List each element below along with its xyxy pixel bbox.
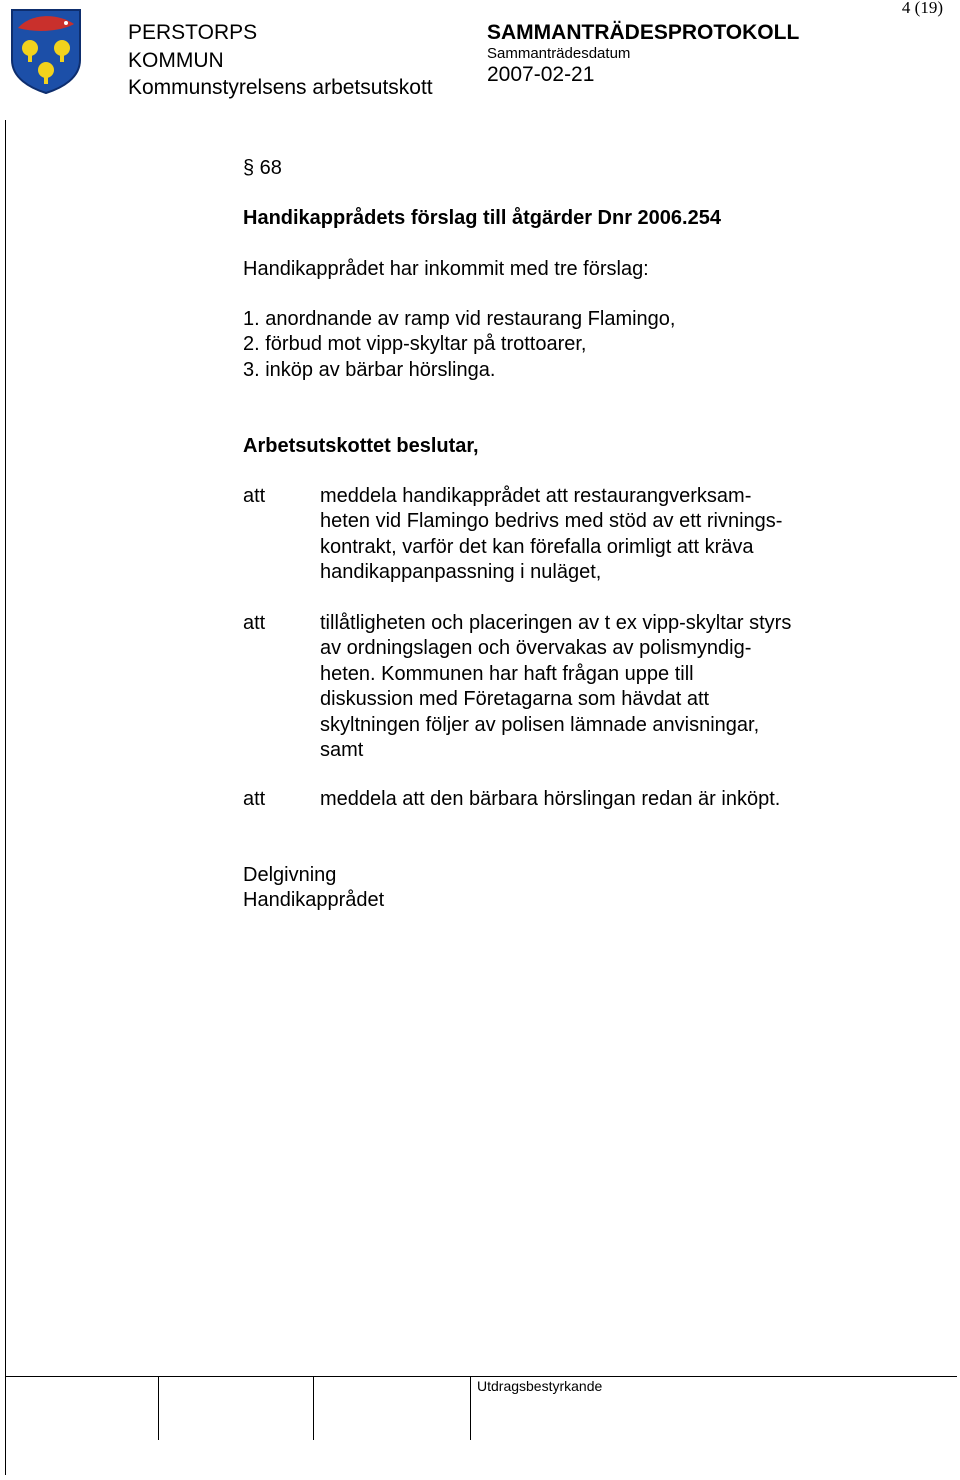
- signature-cell-divider: [470, 1376, 471, 1440]
- document-type: SAMMANTRÄDESPROTOKOLL: [487, 21, 800, 44]
- decision-marker: att: [243, 788, 266, 810]
- decision-text: [320, 484, 860, 586]
- decision-marker: att: [243, 612, 266, 634]
- decision-line: tillåtligheten och placeringen av t ex vipp-skyltar styrs: [320, 612, 792, 634]
- decision-line: diskussion med Företagarna som hävdat att: [320, 688, 710, 711]
- proposal-item: 2. förbud mot vipp-skyltar på trottoarer,: [243, 333, 587, 356]
- intro-text: Handikapprådet har inkommit med tre förslag:: [243, 258, 649, 280]
- certifier-label: Utdragsbestyrkande: [477, 1378, 603, 1394]
- decision-line: samt: [320, 739, 364, 762]
- decision-line: handikappanpassning i nuläget,: [320, 561, 602, 584]
- decision-line: av ordningslagen och övervakas av polismyndig-: [320, 637, 752, 660]
- meeting-date-label: Sammanträdesdatum: [487, 45, 631, 62]
- signature-cell-divider: [313, 1376, 314, 1440]
- decision-line: heten vid Flamingo bedrivs med stöd av ett rivnings-: [320, 510, 783, 533]
- distribution-label: Delgivning: [243, 864, 337, 886]
- decision-line: meddela handikapprådet att restaurangverksam-: [320, 485, 752, 507]
- decision-text: [320, 787, 920, 812]
- decision-text: [320, 611, 860, 763]
- org-name-line2: KOMMUN: [128, 49, 224, 72]
- org-name-line1: PERSTORPS: [128, 21, 258, 44]
- page-number: 4 (19): [901, 0, 943, 17]
- proposal-item: 1. anordnande av ramp vid restaurang Flamingo,: [243, 308, 676, 330]
- proposal-list: [243, 307, 675, 383]
- section-title: Handikapprådets förslag till åtgärder Dnr 2006.254: [243, 207, 721, 229]
- paragraph-number: § 68: [243, 157, 282, 179]
- decision-line: kontrakt, varför det kan förefalla orimligt att kräva: [320, 535, 754, 558]
- decision-heading: Arbetsutskottet beslutar,: [243, 435, 479, 457]
- proposal-item: 3. inköp av bärbar hörslinga.: [243, 358, 496, 381]
- decision-line: meddela att den bärbara hörslingan redan är inköpt.: [320, 788, 781, 810]
- left-margin-rule: [5, 120, 6, 1475]
- signature-cell-divider: [158, 1376, 159, 1440]
- org-name-line3: Kommunstyrelsens arbetsutskott: [128, 76, 433, 99]
- decision-line: heten. Kommunen har haft frågan uppe till: [320, 662, 694, 685]
- decision-marker: att: [243, 485, 266, 507]
- distribution-recipient: Handikapprådet: [243, 889, 385, 911]
- footer-top-rule: [5, 1376, 957, 1377]
- decision-line: skyltningen följer av polisen lämnade anvisningar,: [320, 713, 760, 736]
- meeting-date: 2007-02-21: [487, 63, 595, 86]
- municipal-coat-of-arms: [10, 8, 82, 94]
